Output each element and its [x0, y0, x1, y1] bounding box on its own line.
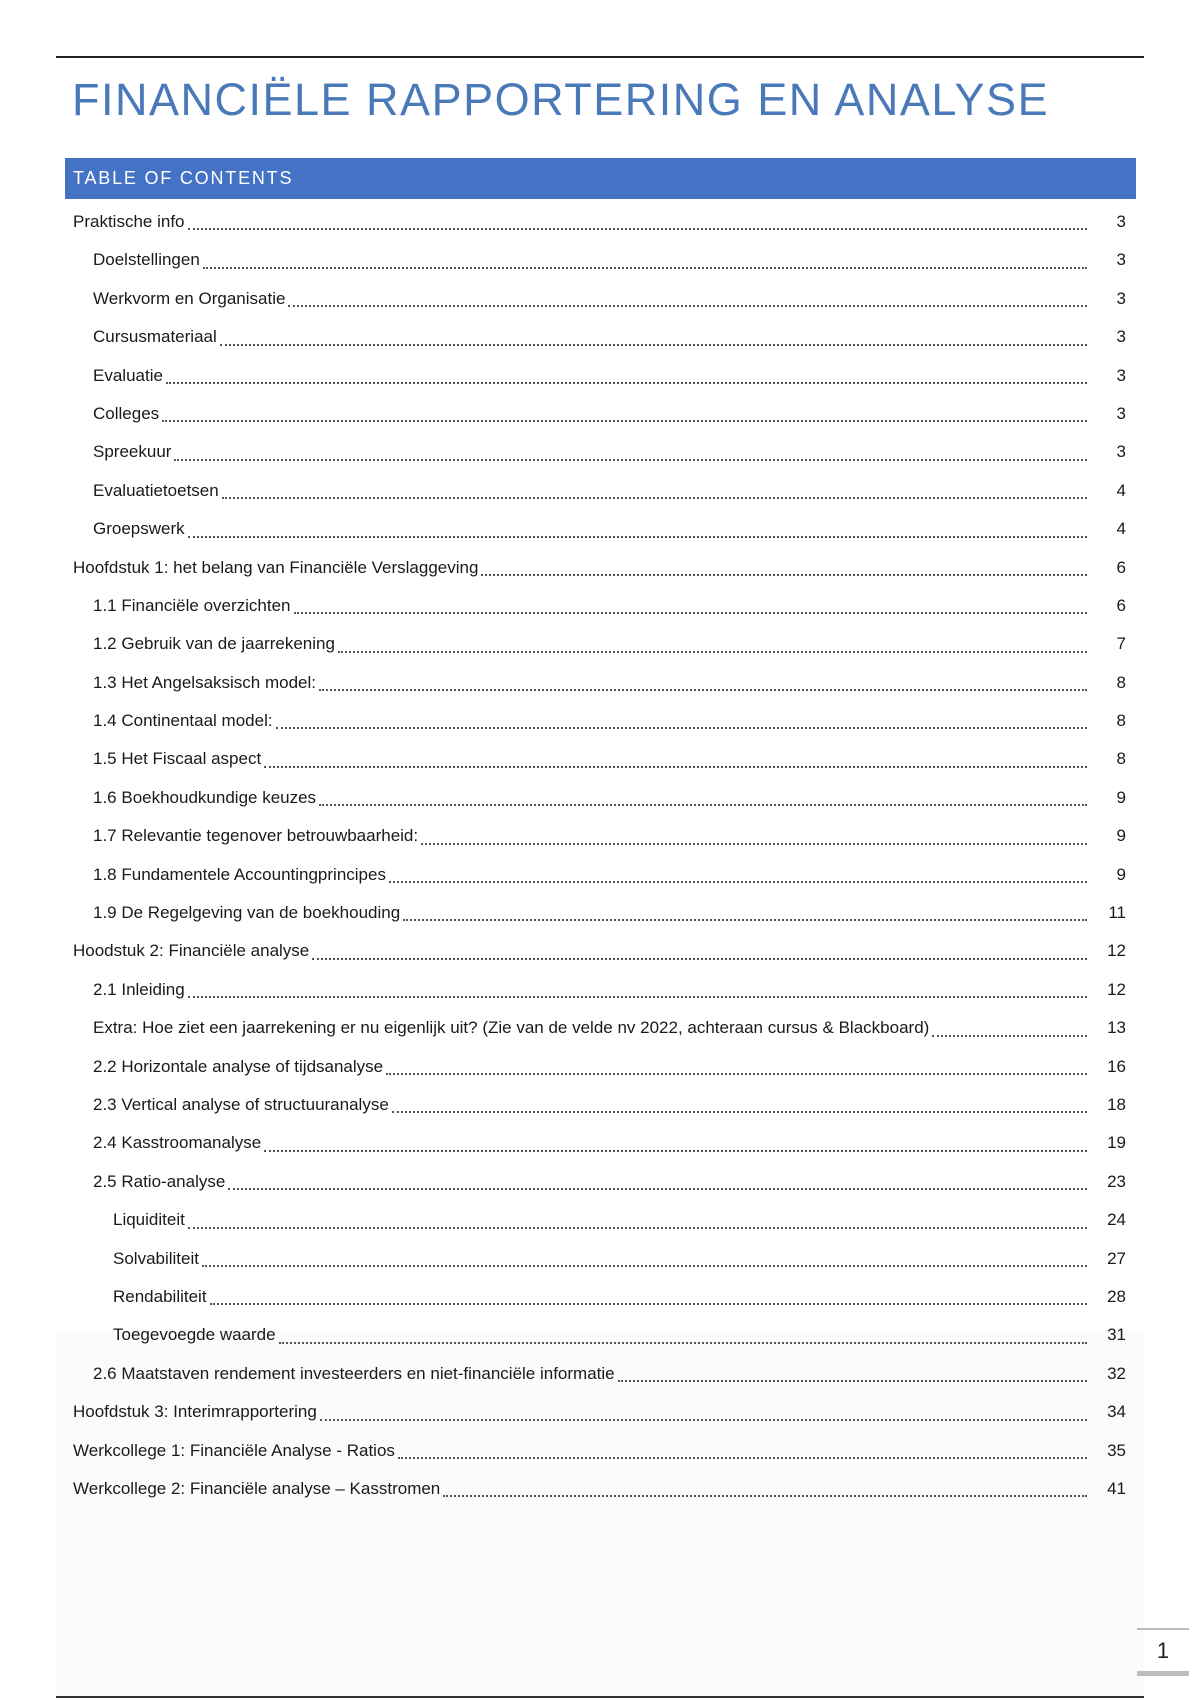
document-title: FINANCIËLE RAPPORTERING EN ANALYSE: [72, 74, 1050, 125]
toc-entry[interactable]: [0, 1201, 1200, 1239]
toc-dot-leader: [222, 497, 1087, 499]
toc-entry-label: Toegevoegde waarde: [113, 1325, 276, 1345]
toc-entry-page-number: 3: [1116, 442, 1126, 462]
toc-entry-page-number: 4: [1116, 519, 1126, 539]
toc-entry-page-number: 8: [1116, 672, 1126, 692]
toc-entry[interactable]: [0, 1470, 1200, 1508]
toc-dot-leader: [203, 267, 1087, 269]
toc-entry-page-number: 3: [1116, 250, 1126, 270]
toc-entry-page-number: 27: [1107, 1248, 1126, 1268]
toc-dot-leader: [319, 804, 1087, 806]
toc-entry-page-number: 12: [1107, 941, 1126, 961]
toc-entry-label: Spreekuur: [93, 442, 172, 462]
toc-entry-label: 1.5 Het Fiscaal aspect: [93, 749, 262, 769]
toc-dot-leader: [618, 1380, 1087, 1382]
toc-dot-leader: [174, 459, 1087, 461]
toc-entry[interactable]: [0, 510, 1200, 548]
toc-dot-leader: [389, 881, 1087, 883]
toc-entry-page-number: 31: [1107, 1325, 1126, 1345]
toc-entry-label: Rendabiliteit: [113, 1286, 207, 1306]
toc-entry-label: 1.8 Fundamentele Accountingprincipes: [93, 864, 386, 884]
toc-entry-page-number: 7: [1116, 634, 1126, 654]
toc-entry-label: Groepswerk: [93, 519, 185, 539]
toc-entry-label: 2.1 Inleiding: [93, 979, 185, 999]
toc-entry-label: 2.4 Kasstroomanalyse: [93, 1133, 262, 1153]
toc-dot-leader: [319, 689, 1087, 691]
toc-dot-leader: [188, 536, 1087, 538]
toc-dot-leader: [210, 1303, 1087, 1305]
toc-entry-label: Praktische info: [73, 212, 185, 231]
toc-entry[interactable]: [0, 779, 1200, 817]
toc-entry-label: Evaluatie: [93, 365, 163, 385]
toc-entry[interactable]: [0, 472, 1200, 510]
toc-entry-page-number: 3: [1116, 327, 1126, 347]
toc-dot-leader: [162, 420, 1087, 422]
toc-dot-leader: [166, 382, 1087, 384]
toc-entry[interactable]: [0, 1048, 1200, 1086]
toc-dot-leader: [264, 1150, 1087, 1152]
toc-dot-leader: [312, 958, 1087, 960]
toc-entry-page-number: 3: [1116, 365, 1126, 385]
toc-entry[interactable]: [0, 740, 1200, 778]
bottom-rule: [56, 1696, 1144, 1698]
toc-entry-page-number: 6: [1116, 557, 1126, 577]
toc-entry[interactable]: [0, 1278, 1200, 1316]
toc-entry-page-number: 3: [1116, 212, 1126, 231]
toc-entry-label: 2.6 Maatstaven rendement investeerders en niet-financiële informatie: [93, 1363, 615, 1383]
toc-entry-page-number: 35: [1107, 1440, 1126, 1460]
toc-entry-page-number: 8: [1116, 749, 1126, 769]
toc-entry[interactable]: [0, 395, 1200, 433]
toc-entry-label: 1.3 Het Angelsaksisch model:: [93, 672, 317, 692]
toc-entry-label: Werkcollege 1: Financiële Analyse - Ratios: [73, 1440, 395, 1460]
toc-dot-leader: [228, 1188, 1087, 1190]
toc-entry[interactable]: [0, 894, 1200, 932]
toc-entry-page-number: 12: [1107, 979, 1126, 999]
toc-dot-leader: [288, 305, 1087, 307]
toc-entry[interactable]: [0, 357, 1200, 395]
toc-dot-leader: [202, 1265, 1087, 1267]
toc-entry[interactable]: [0, 702, 1200, 740]
toc-entry[interactable]: [0, 817, 1200, 855]
toc-entry-label: Evaluatietoetsen: [93, 480, 219, 500]
toc-dot-leader: [279, 1342, 1087, 1344]
toc-dot-leader: [276, 727, 1087, 729]
toc-dot-leader: [932, 1035, 1087, 1037]
toc-entry-page-number: 3: [1116, 288, 1126, 308]
toc-entry-page-number: 9: [1116, 787, 1126, 807]
toc-entry-page-number: 23: [1107, 1171, 1126, 1191]
toc-dot-leader: [264, 766, 1087, 768]
table-of-contents: [0, 203, 1200, 1508]
toc-entry[interactable]: [0, 664, 1200, 702]
toc-dot-leader: [220, 344, 1087, 346]
toc-entry[interactable]: [0, 241, 1200, 279]
toc-entry[interactable]: [0, 971, 1200, 1009]
toc-entry-page-number: 4: [1116, 480, 1126, 500]
toc-entry[interactable]: [0, 280, 1200, 318]
toc-entry[interactable]: [0, 587, 1200, 625]
toc-entry-label: Werkvorm en Organisatie: [93, 288, 286, 308]
toc-entry-page-number: 41: [1107, 1478, 1126, 1498]
toc-entry-label: Hoodstuk 2: Financiële analyse: [73, 941, 310, 961]
toc-entry-page-number: 9: [1116, 826, 1126, 846]
toc-entry[interactable]: [0, 203, 1200, 241]
toc-dot-leader: [421, 843, 1087, 845]
toc-entry[interactable]: [0, 1240, 1200, 1278]
toc-entry[interactable]: [0, 549, 1200, 587]
toc-entry[interactable]: [0, 1355, 1200, 1393]
toc-entry-label: 1.4 Continentaal model:: [93, 711, 273, 731]
toc-dot-leader: [392, 1111, 1087, 1113]
page-number: 1: [1137, 1628, 1189, 1676]
toc-entry[interactable]: [0, 318, 1200, 356]
toc-entry-page-number: 11: [1108, 903, 1126, 923]
toc-dot-leader: [398, 1457, 1087, 1459]
toc-dot-leader: [320, 1419, 1087, 1421]
toc-entry[interactable]: [0, 856, 1200, 894]
toc-entry[interactable]: [0, 1316, 1200, 1354]
toc-entry-page-number: 3: [1116, 403, 1126, 423]
toc-entry[interactable]: [0, 1393, 1200, 1431]
toc-dot-leader: [338, 651, 1087, 653]
toc-dot-leader: [403, 919, 1087, 921]
toc-entry-label: Solvabiliteit: [113, 1248, 199, 1268]
toc-dot-leader: [386, 1073, 1087, 1075]
toc-entry-page-number: 24: [1107, 1210, 1126, 1230]
toc-entry-label: Doelstellingen: [93, 250, 200, 270]
toc-entry-label: 1.1 Financiële overzichten: [93, 595, 291, 615]
toc-entry-page-number: 9: [1116, 864, 1126, 884]
toc-entry-page-number: 28: [1107, 1286, 1126, 1306]
toc-entry-label: Colleges: [93, 403, 160, 423]
toc-entry[interactable]: [0, 1086, 1200, 1124]
toc-entry-label: Hoofdstuk 1: het belang van Financiële Verslaggeving: [73, 557, 479, 577]
toc-entry[interactable]: [0, 1009, 1200, 1047]
toc-dot-leader: [188, 1227, 1087, 1229]
toc-entry-label: Liquiditeit: [113, 1210, 185, 1230]
toc-entry[interactable]: [0, 1432, 1200, 1470]
toc-entry-page-number: 19: [1107, 1133, 1126, 1153]
toc-entry-label: Cursusmateriaal: [93, 327, 217, 347]
toc-entry-page-number: 34: [1107, 1402, 1126, 1422]
toc-entry-label: 1.2 Gebruik van de jaarrekening: [93, 634, 335, 654]
toc-entry-page-number: 13: [1107, 1018, 1126, 1038]
toc-dot-leader: [188, 228, 1088, 230]
toc-entry-label: 2.3 Vertical analyse of structuuranalyse: [93, 1094, 389, 1114]
toc-entry-label: 1.7 Relevantie tegenover betrouwbaarheid:: [93, 826, 419, 846]
toc-entry[interactable]: [0, 1124, 1200, 1162]
toc-entry[interactable]: [0, 932, 1200, 970]
top-rule: [56, 56, 1144, 58]
toc-entry-label: Hoofdstuk 3: Interimrapportering: [73, 1402, 317, 1422]
toc-dot-leader: [481, 574, 1087, 576]
toc-entry[interactable]: [0, 1163, 1200, 1201]
toc-entry-page-number: 16: [1107, 1056, 1126, 1076]
toc-entry-page-number: 8: [1116, 711, 1126, 731]
toc-entry-page-number: 18: [1107, 1094, 1126, 1114]
toc-dot-leader: [443, 1495, 1087, 1497]
toc-entry-label: Extra: Hoe ziet een jaarrekening er nu eigenlijk uit? (Zie van de velde nv 2022, achteraan cursus & Blackboard): [93, 1018, 930, 1038]
toc-entry-label: 1.6 Boekhoudkundige keuzes: [93, 787, 317, 807]
toc-entry[interactable]: [0, 433, 1200, 471]
toc-entry-label: 1.9 De Regelgeving van de boekhouding: [93, 903, 401, 923]
toc-dot-leader: [188, 996, 1087, 998]
toc-entry-label: 2.2 Horizontale analyse of tijdsanalyse: [93, 1056, 384, 1076]
toc-dot-leader: [294, 612, 1087, 614]
toc-entry[interactable]: [0, 625, 1200, 663]
toc-heading: TABLE OF CONTENTS: [65, 158, 1136, 199]
toc-entry-label: 2.5 Ratio-analyse: [93, 1171, 226, 1191]
toc-entry-page-number: 6: [1116, 595, 1126, 615]
toc-entry-page-number: 32: [1107, 1363, 1126, 1383]
toc-entry-label: Werkcollege 2: Financiële analyse – Kasstromen: [73, 1478, 441, 1498]
